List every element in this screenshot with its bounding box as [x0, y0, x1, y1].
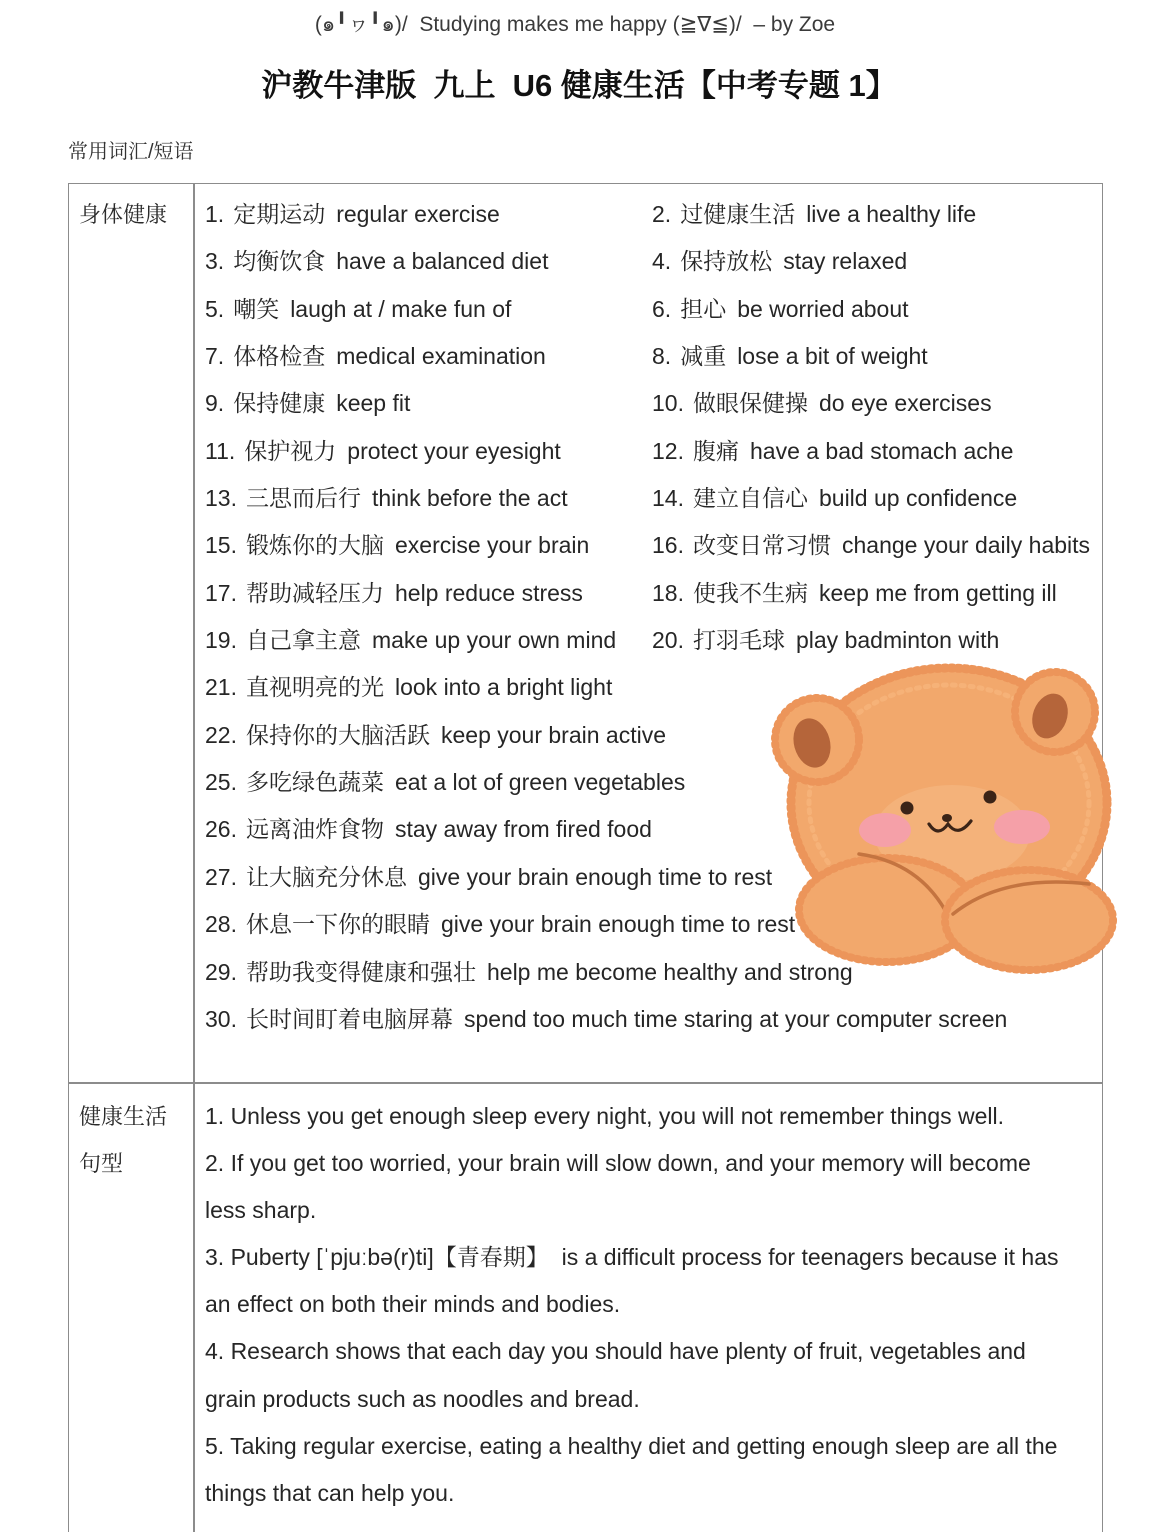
- sentence-line: things that can help you.: [205, 1479, 455, 1506]
- item-number: 2.: [652, 201, 672, 227]
- teddy-bear-sticker: [767, 648, 1117, 978]
- bear-right-cheek: [994, 810, 1050, 844]
- item-number: 14.: [652, 485, 684, 512]
- item-number: 1.: [205, 201, 225, 227]
- vocab-item: [652, 522, 1090, 569]
- item-number: 13.: [205, 485, 237, 512]
- item-chinese: 保持你的大脑活跃: [245, 721, 430, 748]
- item-english: keep your brain active: [440, 721, 666, 748]
- sentence-line: grain products such as noodles and bread.: [205, 1385, 640, 1412]
- vocab-item: [652, 333, 928, 380]
- sentence-line: 5. Taking regular exercise, eating a healthy diet and getting enough sleep are all the: [205, 1432, 1058, 1459]
- item-number: 5.: [205, 295, 225, 322]
- item-english: spend too much time staring at your computer screen: [463, 1005, 1008, 1032]
- item-english: exercise your brain: [394, 532, 590, 559]
- vocab-item: [205, 854, 772, 901]
- item-english: have a bad stomach ache: [749, 437, 1014, 464]
- item-number: 8.: [652, 343, 672, 370]
- item-english: medical examination: [336, 343, 546, 370]
- vocab-item: [652, 238, 907, 285]
- item-english: keep me from getting ill: [818, 579, 1057, 606]
- vocab-item: [205, 712, 666, 759]
- vocab-item: [205, 617, 616, 664]
- item-number: 12.: [652, 437, 684, 464]
- category-label-physical-health: [79, 191, 167, 238]
- vocab-item: [205, 238, 548, 285]
- bear-left-ear-icon: [775, 698, 859, 782]
- vocab-row: [205, 428, 1100, 475]
- item-number: 9.: [205, 390, 225, 417]
- vocab-item: [652, 380, 992, 427]
- item-english: eat a lot of green vegetables: [394, 769, 686, 796]
- item-chinese: 改变日常习惯: [692, 532, 831, 559]
- vocab-row: [205, 570, 1100, 617]
- item-number: 28.: [205, 911, 237, 938]
- item-chinese: 建立自信心: [692, 485, 808, 512]
- item-chinese: 多吃绿色蔬菜: [245, 769, 384, 796]
- vocab-row: [205, 380, 1100, 427]
- item-chinese: 远离油炸食物: [245, 816, 384, 843]
- item-chinese: 打羽毛球: [692, 627, 785, 654]
- sentence-line: an effect on both their minds and bodies.: [205, 1291, 621, 1318]
- row-divider: [68, 1082, 1103, 1084]
- vocab-item: [205, 949, 853, 996]
- item-number: 30.: [205, 1005, 237, 1032]
- vocab-item: [652, 428, 1013, 475]
- item-number: 27.: [205, 863, 237, 890]
- vocab-item: [205, 759, 685, 806]
- vocab-item: [205, 333, 546, 380]
- item-number: 20.: [652, 627, 684, 654]
- vocab-row: [205, 286, 1100, 333]
- vocab-item: [205, 806, 652, 853]
- item-english: laugh at / make fun of: [290, 295, 512, 322]
- bear-left-cheek: [859, 813, 911, 847]
- vocab-row: [205, 522, 1100, 569]
- sentence-item: [205, 1234, 1095, 1328]
- section-label: 常用词汇/短语: [68, 141, 194, 163]
- item-number: 17.: [205, 579, 237, 606]
- item-chinese: 帮助我变得健康和强壮: [245, 958, 476, 985]
- item-number: 3.: [205, 248, 225, 275]
- sentence-item: [205, 1093, 1095, 1140]
- item-number: 10.: [652, 390, 684, 417]
- item-number: 29.: [205, 958, 237, 985]
- sentence-line: 4. Research shows that each day you should have plenty of fruit, vegetables and: [205, 1338, 1026, 1365]
- vocab-item: [652, 286, 909, 333]
- vocab-row: [205, 475, 1100, 522]
- item-number: 19.: [205, 627, 237, 654]
- item-chinese: 让大脑充分休息: [245, 863, 407, 890]
- vocab-item: [652, 475, 1017, 522]
- vocab-item: [205, 996, 1007, 1043]
- item-english: be worried about: [737, 295, 909, 322]
- item-english: live a healthy life: [806, 201, 977, 227]
- item-number: 21.: [205, 674, 237, 701]
- item-chinese: 保持健康: [233, 390, 326, 417]
- item-english: think before the act: [371, 485, 568, 512]
- item-chinese: 直视明亮的光: [245, 674, 384, 701]
- item-english: protect your eyesight: [347, 437, 561, 464]
- item-chinese: 过健康生活: [680, 201, 796, 227]
- page-title: 沪教牛津版 九上 U6 健康生活【中考专题 1】: [261, 68, 897, 103]
- sentence-list: [205, 1093, 1095, 1517]
- item-english: give your brain enough time to rest: [417, 863, 773, 890]
- item-english: play badminton with: [795, 627, 1000, 654]
- vocab-item: [205, 191, 500, 238]
- item-number: 11.: [205, 437, 236, 464]
- item-chinese: 长时间盯着电脑屏幕: [245, 1005, 453, 1032]
- item-english: keep fit: [336, 390, 411, 417]
- item-number: 7.: [205, 343, 225, 370]
- vocab-row: [205, 238, 1100, 285]
- vocab-item: [205, 380, 410, 427]
- item-english: look into a bright light: [394, 674, 613, 701]
- vocab-item: [205, 901, 795, 948]
- category-label-line: 健康生活: [79, 1104, 168, 1129]
- bear-nose: [942, 814, 952, 822]
- item-number: 26.: [205, 816, 237, 843]
- item-number: 15.: [205, 532, 237, 559]
- sentence-line: 1. Unless you get enough sleep every night, you will not remember things well.: [205, 1103, 1005, 1129]
- item-english: regular exercise: [336, 201, 500, 227]
- vocab-item: [652, 191, 976, 238]
- item-english: stay relaxed: [783, 248, 908, 275]
- vocab-row: [205, 333, 1100, 380]
- category-label-line: 句型: [79, 1151, 124, 1177]
- item-chinese: 自己拿主意: [245, 627, 361, 654]
- item-chinese: 嘲笑: [233, 295, 280, 322]
- vocab-item: [205, 286, 511, 333]
- item-english: help reduce stress: [394, 579, 583, 606]
- item-number: 25.: [205, 769, 237, 796]
- item-english: help me become healthy and strong: [486, 958, 853, 985]
- item-chinese: 均衡饮食: [233, 248, 326, 275]
- item-english: change your daily habits: [841, 532, 1091, 559]
- item-chinese: 三思而后行: [245, 485, 361, 512]
- item-chinese: 保持放松: [680, 248, 773, 275]
- item-english: give your brain enough time to rest: [440, 911, 796, 938]
- vocab-item: [205, 664, 612, 711]
- vocab-row: [205, 191, 1100, 238]
- vocab-item: [205, 428, 561, 475]
- sentence-item: [205, 1140, 1095, 1234]
- vocab-row: [205, 996, 1100, 1043]
- item-chinese: 减重: [680, 343, 727, 370]
- vocab-item: [205, 570, 583, 617]
- item-chinese: 锻炼你的大脑: [245, 532, 384, 559]
- column-divider: [193, 183, 195, 1532]
- item-english: make up your own mind: [371, 627, 617, 654]
- item-english: build up confidence: [818, 485, 1018, 512]
- item-english: stay away from fired food: [394, 816, 652, 843]
- bear-left-eye: [901, 802, 914, 815]
- item-chinese: 腹痛: [692, 437, 739, 464]
- item-chinese: 保护视力: [244, 437, 337, 464]
- sentence-item: [205, 1328, 1095, 1422]
- sentence-item: [205, 1423, 1095, 1517]
- item-number: 18.: [652, 579, 684, 606]
- item-chinese: 体格检查: [233, 343, 326, 370]
- category-label-text: 身体健康: [79, 202, 168, 227]
- item-number: 16.: [652, 532, 684, 559]
- bear-right-ear-icon: [1015, 672, 1095, 752]
- vocab-item: [652, 570, 1057, 617]
- sentence-line: less sharp.: [205, 1197, 317, 1224]
- item-chinese: 使我不生病: [692, 579, 808, 606]
- item-chinese: 帮助减轻压力: [245, 579, 384, 606]
- category-label-sentence-patterns: [79, 1093, 167, 1187]
- bear-right-paw: [945, 870, 1113, 970]
- vocab-item: [205, 475, 568, 522]
- item-number: 6.: [652, 295, 672, 322]
- item-english: do eye exercises: [818, 390, 992, 417]
- sentence-line: 3. Puberty [ˈpjuːbə(r)ti]【青春期】 is a difficult process for teenagers because it has: [205, 1244, 1059, 1271]
- bear-right-eye: [984, 791, 997, 804]
- item-chinese: 定期运动: [233, 201, 326, 227]
- tagline: (๑╹ヮ╹๑)/ Studying makes me happy (≧∇≦)/ – by Zoe: [314, 13, 836, 36]
- vocab-item: [205, 522, 589, 569]
- sentence-line: 2. If you get too worried, your brain will slow down, and your memory will become: [205, 1150, 1031, 1177]
- item-english: have a balanced diet: [336, 248, 549, 275]
- item-number: 4.: [652, 248, 672, 275]
- item-number: 22.: [205, 721, 237, 748]
- item-chinese: 做眼保健操: [692, 390, 808, 417]
- item-chinese: 担心: [680, 295, 727, 322]
- item-english: lose a bit of weight: [737, 343, 928, 370]
- item-chinese: 休息一下你的眼睛: [245, 911, 430, 938]
